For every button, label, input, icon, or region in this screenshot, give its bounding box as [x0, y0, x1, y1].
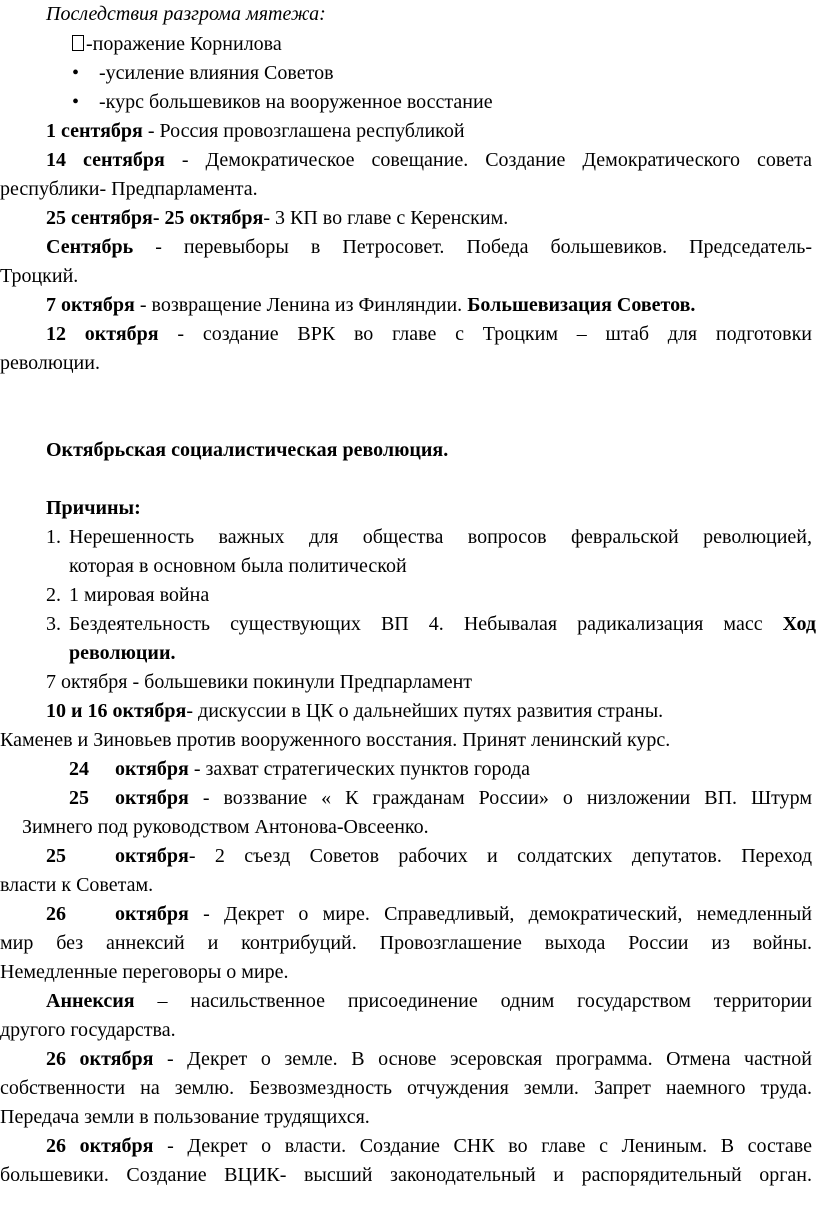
missing-glyph-icon: [72, 35, 84, 51]
course-oct26a: 26 октября - Декрет о мире. Справедливый, демократический, немедленный: [46, 903, 812, 925]
cause-2: 1 мировая война: [69, 584, 210, 606]
course-title-cont: революции.: [69, 642, 176, 664]
section-title: Октябрьская социалистическая революция.: [46, 439, 449, 461]
list-item: -поражение Корнилова: [72, 30, 282, 59]
course-oct24: 24 октября - захват стратегических пунктов города: [69, 758, 531, 780]
bullet-icon: •: [72, 91, 80, 113]
definition-annexation-cont: другого государства.: [0, 1019, 176, 1041]
course-oct26b-cont2: Передача земли в пользование трудящихся.: [0, 1106, 370, 1128]
event-september-cont: Троцкий.: [0, 265, 79, 287]
course-oct26c: 26 октября - Декрет о власти. Создание СНК во главе с Лениным. В составе: [46, 1135, 812, 1157]
course-oct10-cont: Каменев и Зиновьев против вооруженного восстания. Принят ленинский курс.: [0, 729, 671, 751]
event-sep1: 1 сентября - Россия провозглашена республикой: [46, 120, 465, 142]
event-oct7: 7 октября - возвращение Ленина из Финляндии. Большевизация Советов.: [46, 294, 696, 316]
list-number: 1.: [46, 526, 61, 548]
course-oct25a: 25 октября - воззвание « К гражданам России» о низложении ВП. Штурм: [69, 787, 812, 809]
list-item: • -усиление влияния Советов: [72, 59, 334, 88]
cause-1: Нерешенность важных для общества вопросов февральской революцией,: [69, 526, 812, 548]
event-oct12-cont: революции.: [0, 352, 100, 374]
course-oct26a-cont2: Немедленные переговоры о мире.: [0, 961, 289, 983]
list-number: 3.: [46, 613, 61, 635]
list-number: 2.: [46, 584, 61, 606]
course-oct25b-cont: власти к Советам.: [0, 874, 154, 896]
course-oct25b: 25 октября- 2 съезд Советов рабочих и солдатских депутатов. Переход: [46, 845, 812, 867]
list-item: • -курс большевиков на вооруженное восстание: [72, 88, 493, 117]
course-oct26c-cont: большевики. Создание ВЦИК- высший законодательный и распорядительный орган.: [0, 1164, 812, 1186]
course-oct26b-cont: собственности на землю. Безвозмездность отчуждения земли. Запрет наемного труда.: [0, 1077, 812, 1099]
course-oct7: 7 октября - большевики покинули Предпарламент: [46, 671, 473, 693]
definition-annexation: Аннексия – насильственное присоединение одним государством территории: [46, 990, 812, 1012]
event-sep25: 25 сентября- 25 октября- 3 КП во главе с Керенским.: [46, 207, 509, 229]
course-oct26a-cont: мир без аннексий и контрибуций. Провозглашение выхода России из войны.: [0, 932, 812, 954]
causes-title: Причины:: [46, 497, 141, 519]
cause-3: Бездеятельность существующих ВП 4. Небывалая радикализация масс Ход: [69, 613, 816, 635]
course-oct10: 10 и 16 октября- дискуссии в ЦК о дальнейших путях развития страны.: [46, 700, 664, 722]
bullet-icon: •: [72, 62, 80, 84]
course-oct26b: 26 октября - Декрет о земле. В основе эсеровская программа. Отмена частной: [46, 1048, 812, 1070]
consequences-heading: Последствия разгрома мятежа:: [46, 3, 326, 25]
cause-1-cont: которая в основном была политической: [69, 555, 407, 577]
event-september: Сентябрь - перевыборы в Петросовет. Победа большевиков. Председатель-: [46, 236, 812, 258]
course-oct25a-cont: Зимнего под руководством Антонова-Овсеенко.: [22, 816, 429, 838]
event-sep14-cont: республики- Предпарламента.: [0, 178, 258, 200]
event-sep14: 14 сентября - Демократическое совещание. Создание Демократического совета: [46, 149, 812, 171]
event-oct12: 12 октября - создание ВРК во главе с Троцким – штаб для подготовки: [46, 323, 812, 345]
